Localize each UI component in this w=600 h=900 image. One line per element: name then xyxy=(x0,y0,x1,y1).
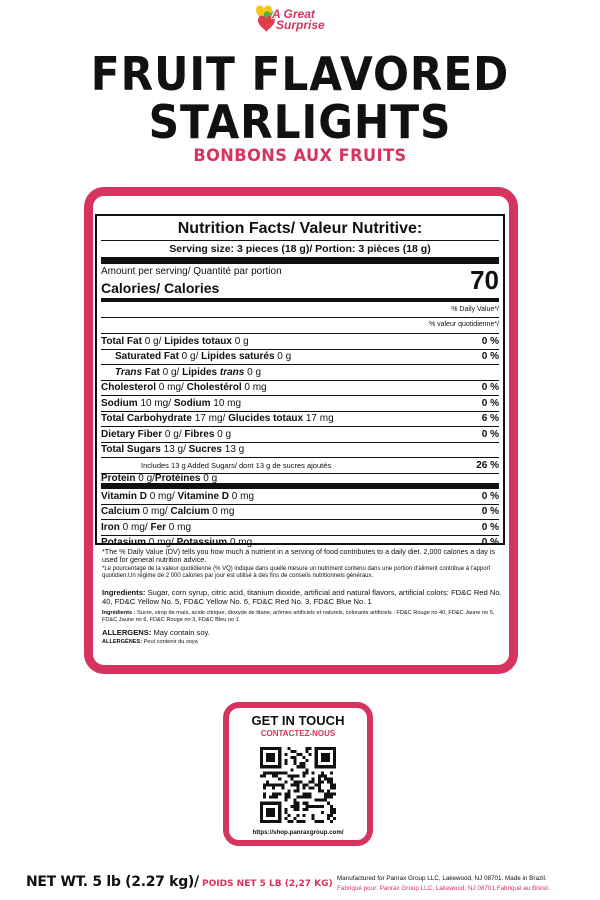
nutrient-label: Total Fat 0 g/ Lipides totaux 0 g xyxy=(101,335,249,347)
nutrient-row xyxy=(101,380,499,396)
manufacturer-fr: Fabriqué pour: Panrax Group LLC, Lakewood, NJ 08701.Fabriqué au Brésil. xyxy=(337,885,550,892)
brand-logo xyxy=(250,2,350,42)
ingredients-en xyxy=(102,588,502,606)
allergens-en xyxy=(102,628,502,637)
nutrition-facts-panel xyxy=(95,214,505,549)
nutrient-row xyxy=(101,442,499,458)
ingredients-label-en: Ingredients: xyxy=(102,588,146,597)
nutrient-label: Protein 0 g/Protéines 0 g xyxy=(101,472,218,484)
nutrient-label: Sodium 10 mg/ Sodium 10 mg xyxy=(101,397,242,409)
contact-subtitle: CONTACTEZ-NOUS xyxy=(260,729,336,738)
ingredients-text-en: Sugar, corn syrup, citric acid, titanium dioxide, artificial and natural flavors, artificial colors: FD&C Red No. 40, FD&C Yellow No. 5, FD&C Yellow No. 6, FD&C Red No. 3, FD&C Blue No. 1 xyxy=(102,588,502,606)
nutrient-label: Dietary Fiber 0 g/ Fibres 0 g xyxy=(101,428,232,440)
calories-block xyxy=(101,264,499,298)
contact-box xyxy=(223,702,373,846)
allergens-label-fr: ALLERGÈNES: xyxy=(102,639,143,645)
nutrient-label: Calcium 0 mg/ Calcium 0 mg xyxy=(101,506,235,518)
contact-title: GET IN TOUCH xyxy=(251,713,345,728)
footnote-fr: *Le pourcentage de la valeur quotidienne (% VQ) indique dans quelle mesure un nutriment contenu dans une portion d'aliment contribue à l'apport quotidien.Un régime de 2 000 calories par jour est utilisé à des fins de conseils nutritionnels généraux. xyxy=(102,566,491,579)
nutrient-label: Total Carbohydrate 17 mg/ Glucides totaux 17 mg xyxy=(101,413,334,425)
nutrient-label: Iron 0 mg/ Fer 0 mg xyxy=(101,521,192,533)
ingredients-text-fr: Sucre, sirop de maïs, acide citrique, dioxyde de titane, arômes artificiels et naturels, colorants artificiels : FD&C Rouge no 40, FD&C Jaune no 5, FD&C Jaune no 6, FD&C Rouge no 3, FD&C Bleu no 1 xyxy=(102,610,495,623)
product-title-line1: FRUIT FLAVORED xyxy=(90,47,510,101)
nutrient-label: Vitamin D 0 mg/ Vitamine D 0 mg xyxy=(101,490,255,502)
dv-header-en: % Daily Value*/ xyxy=(451,306,499,313)
ingredients-label-fr: Ingrédients : xyxy=(102,610,136,616)
nutrient-dv-percent: 0 % xyxy=(481,521,499,533)
net-weight-fr: POIDS NET 5 LB (2,27 KG) xyxy=(198,879,333,889)
nutrient-label: Saturated Fat 0 g/ Lipides saturés 0 g xyxy=(115,351,292,363)
nutrient-row xyxy=(101,519,499,535)
nutrient-label: Includes 13 g Added Sugars/ dont 13 g de sucres ajoutés xyxy=(141,460,332,470)
footnote-en: *The % Daily Value (DV) tells you how much a nutrient in a serving of food contributes to a daily diet. 2,000 calories a day is used for general nutrition advice. xyxy=(102,547,495,564)
nutrient-row xyxy=(101,333,499,349)
nutrient-row xyxy=(101,411,499,427)
nutrient-dv-percent: 0 % xyxy=(481,506,499,518)
brand-name xyxy=(272,9,325,31)
allergens-text-en: May contain soy. xyxy=(151,628,210,637)
calories-label: Calories/ Calories xyxy=(101,280,220,296)
nutrient-dv-percent: 0 % xyxy=(481,382,499,394)
nutrient-label: Potasium 0 mg/ Potassium 0 mg xyxy=(101,537,253,549)
nutrient-dv-percent: 0 % xyxy=(481,428,499,440)
serving-size: Serving size: 3 pieces (18 g)/ Portion: 3 pièces (18 g) xyxy=(169,243,431,255)
nutrient-dv-percent: 26 % xyxy=(476,459,499,471)
contact-url[interactable]: https://shop.panraxgroup.com/ xyxy=(252,829,344,836)
product-title-line2: STARLIGHTS xyxy=(148,95,452,149)
manufacturer-info xyxy=(337,874,599,894)
nutrient-dv-percent: 0 % xyxy=(481,397,499,409)
dv-header-fr: % valeur quotidienne*/ xyxy=(101,317,499,332)
nutrient-dv-percent: 6 % xyxy=(481,413,499,425)
daily-value-header xyxy=(101,302,499,333)
allergens-text-fr: Peut contenir du soya xyxy=(142,639,198,645)
amount-per-serving: Amount per serving/ Quantité par portion xyxy=(101,266,282,277)
nutrient-label: Total Sugars 13 g/ Sucres 13 g xyxy=(101,444,245,456)
nutrient-row xyxy=(101,395,499,411)
nutrient-row xyxy=(101,364,499,380)
net-weight-en: NET WT. 5 lb (2.27 kg)/ xyxy=(26,874,199,890)
calories-value: 70 xyxy=(470,265,499,295)
brand-name-line1: A Great xyxy=(272,7,315,21)
ingredients-fr xyxy=(102,610,502,623)
nutrient-dv-percent: 0 % xyxy=(481,351,499,363)
nutrient-row xyxy=(101,426,499,442)
nutrition-title: Nutrition Facts/ Valeur Nutritive: xyxy=(177,220,423,237)
nutrient-dv-percent: 0 % xyxy=(481,490,499,502)
allergens-fr xyxy=(102,639,502,646)
allergens-label-en: ALLERGENS: xyxy=(102,628,152,637)
nutrient-label: Cholesterol 0 mg/ Cholestérol 0 mg xyxy=(101,382,267,394)
qr-code-icon[interactable] xyxy=(260,747,336,823)
nutrient-row xyxy=(101,349,499,365)
net-weight xyxy=(26,874,333,890)
nutrient-dv-percent: 0 % xyxy=(481,335,499,347)
nutrient-row xyxy=(101,473,499,489)
nutrient-row xyxy=(101,488,499,504)
product-subtitle-fr: BONBONS AUX FRUITS xyxy=(193,146,407,166)
nutrient-row xyxy=(101,457,499,473)
nutrient-dv-percent: 0 % xyxy=(481,537,499,549)
nutrient-row xyxy=(101,504,499,520)
manufacturer-en: Manufactured for Panrax Group LLC, Lakewood, NJ 08701. Made in Brazil. xyxy=(337,875,547,882)
brand-name-line2: Surprise xyxy=(276,18,325,32)
nutrient-label: Trans Fat 0 g/ Lipides trans 0 g xyxy=(115,366,262,378)
nutrient-rows xyxy=(101,333,499,550)
